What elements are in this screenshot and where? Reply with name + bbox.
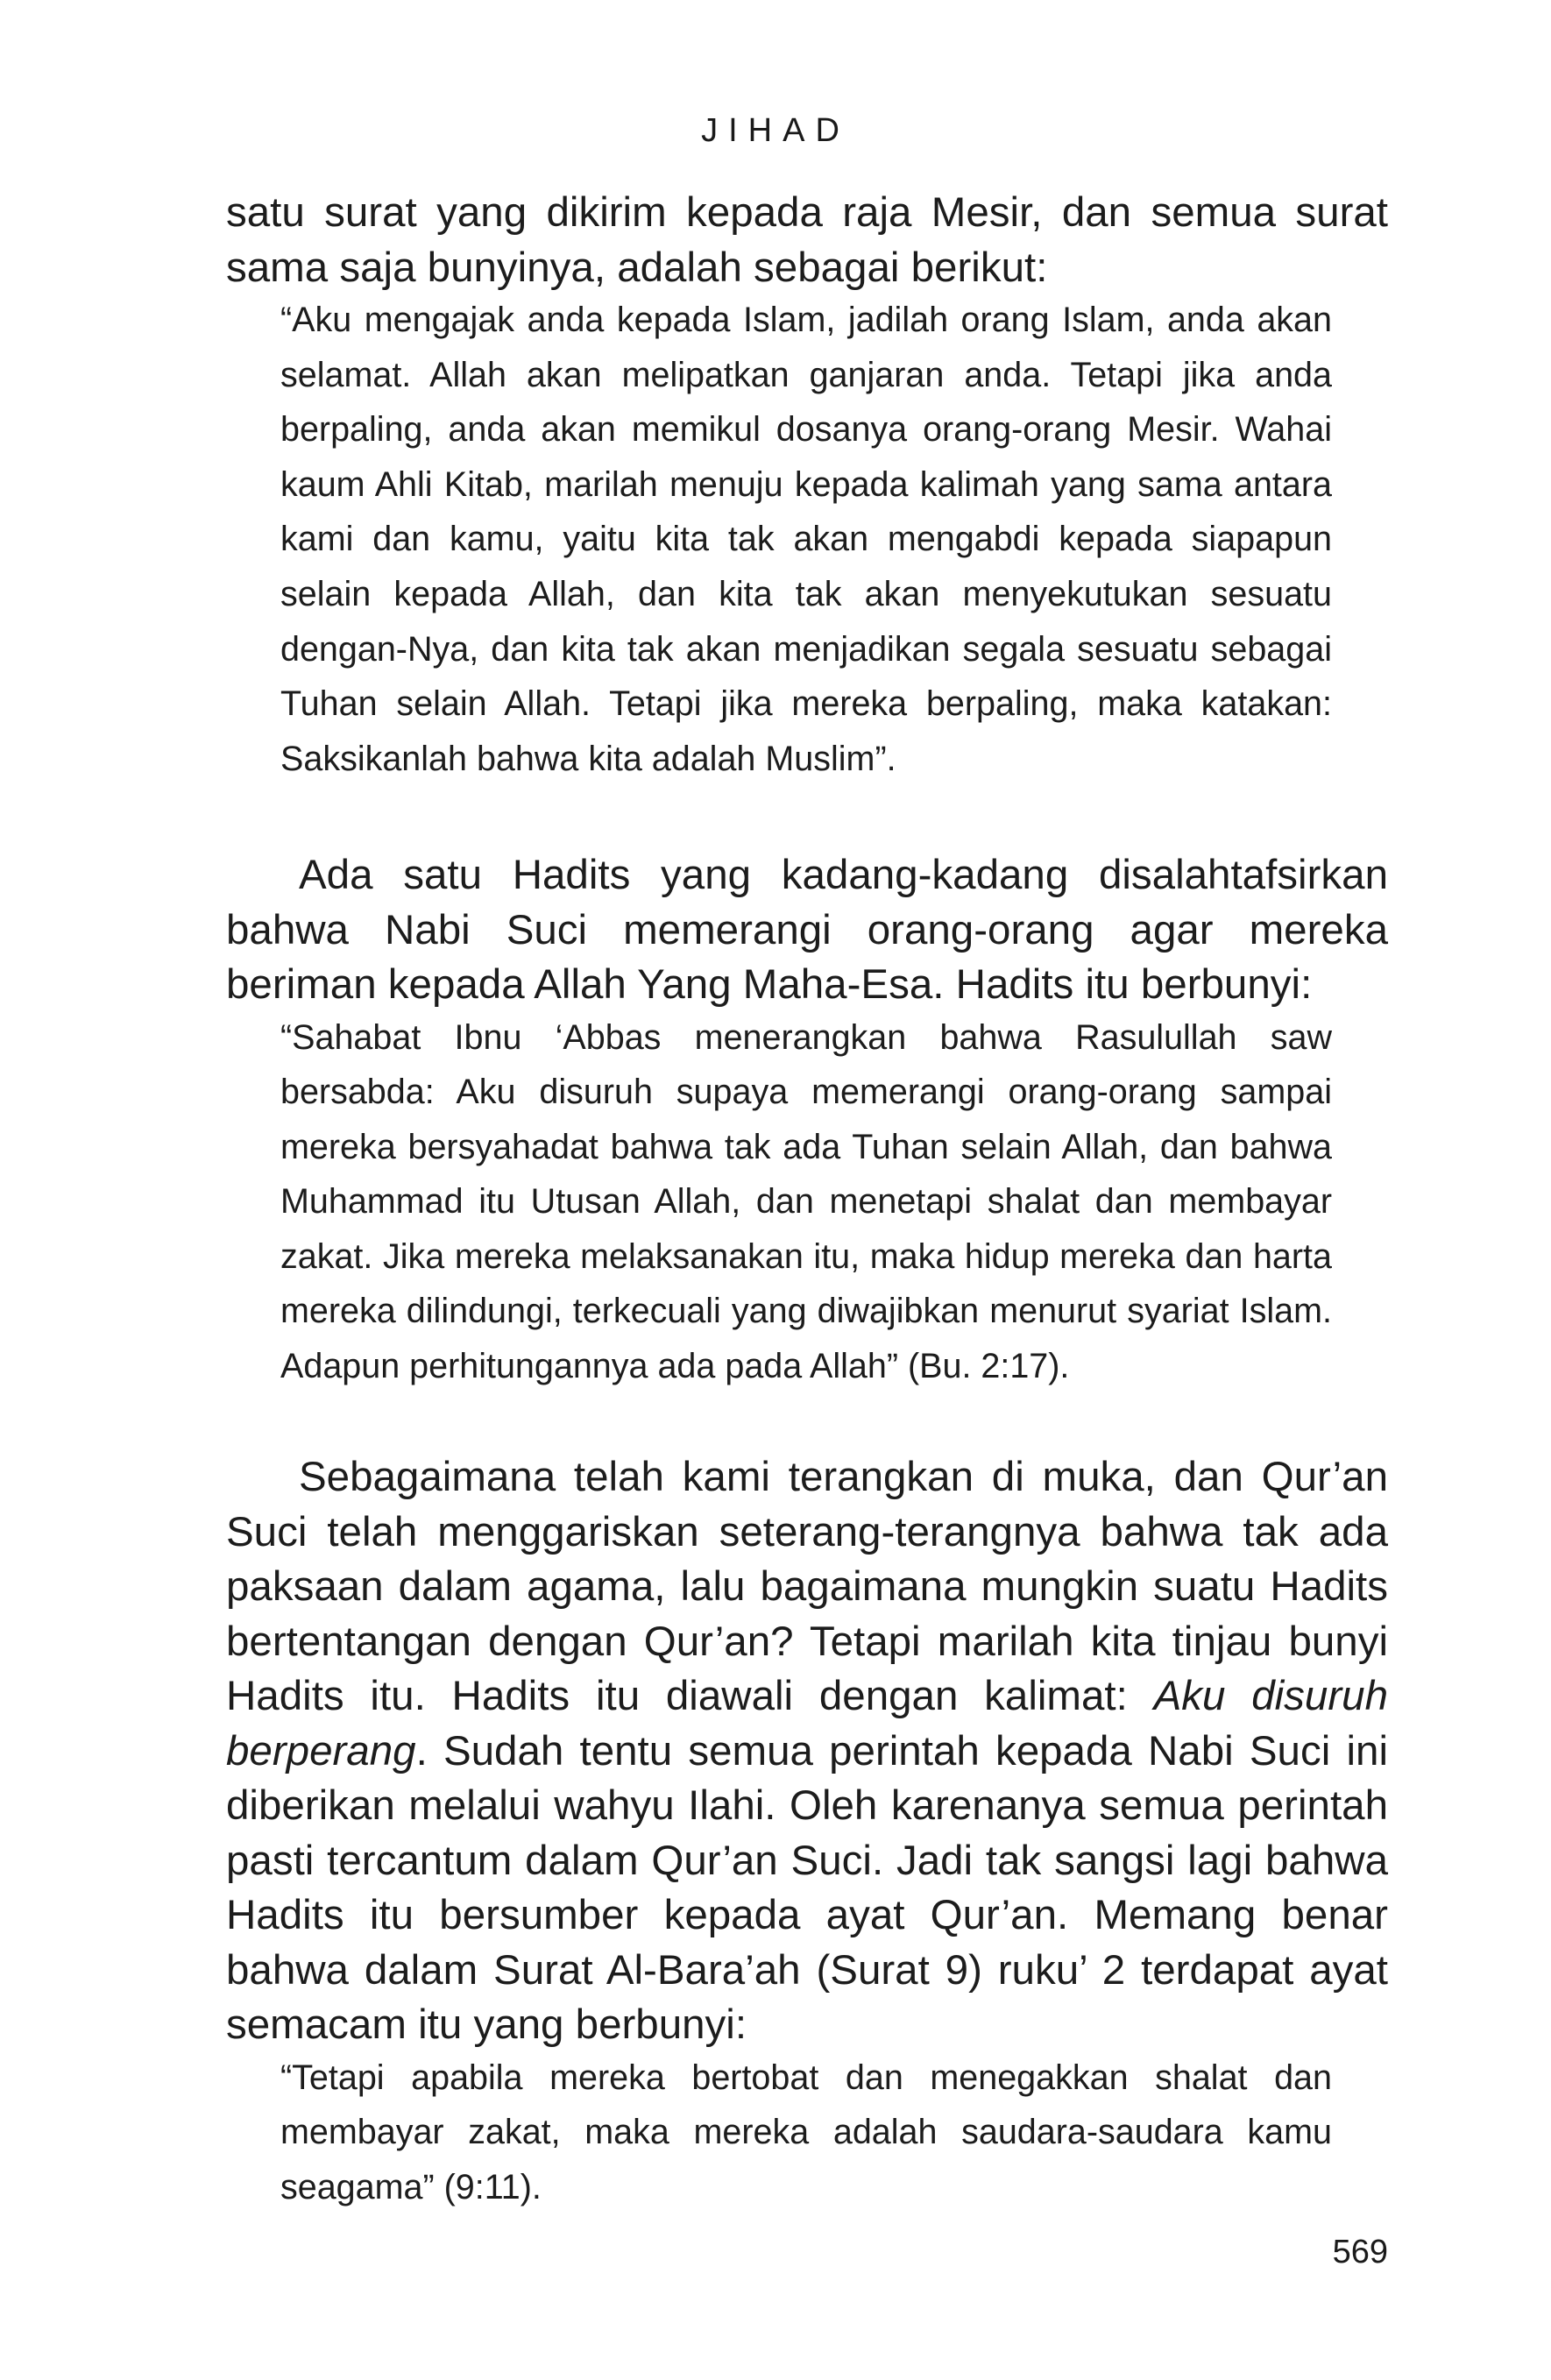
block-quote-1: “Aku mengajak anda kepada Islam, jadilah orang Islam, anda akan selamat. Allah akan melipatkan ganjaran anda. Tetapi jika anda berpaling, anda akan memikul dosanya orang-orang Mesir. Wahai kaum Ahli Kitab, marilah menuju kepada kalimah yang sama antara kami dan kamu, yaitu kita tak akan mengabdi kepada siapapun selain kepada Allah, dan kita tak akan menyekutukan sesuatu dengan-Nya, dan kita tak akan menjadikan segala sesuatu sebagai Tuhan selain Allah. Tetapi jika mereka berpaling, maka katakan: Saksikanlah bahwa kita adalah Muslim”.: [280, 301, 1332, 778]
block-quote-3: “Tetapi apabila mereka bertobat dan menegakkan shalat dan membayar zakat, maka mereka adalah saudara-saudara kamu seagama” (9:11).: [280, 2058, 1332, 2206]
running-head: JIHAD: [701, 112, 850, 149]
paragraph-3-italic: Aku disuruh berperang: [226, 1673, 1388, 1774]
body-paragraph-1: satu surat yang dikirim kepada raja Mesir, dan semua surat sama saja bunyinya, adalah sebagai berikut:: [226, 189, 1388, 291]
page-number: 569: [1332, 2234, 1388, 2270]
body-paragraph-3: [226, 1450, 1388, 2053]
text-block-3: [226, 1450, 1388, 2214]
text-block-2: [226, 848, 1388, 1394]
paragraph-3-text-a: Sebagaimana telah kami terangkan di muka, dan Qur’an Suci telah menggariskan seterang-terangnya bahwa tak ada paksaan dalam agama, lalu bagaimana mungkin suatu Hadits bertentangan dengan Qur’an? Tetapi marilah kita tinjau bunyi Hadits itu. Hadits itu diawali dengan kalimat:: [226, 1454, 1388, 1719]
block-quote-2: “Sahabat Ibnu ‘Abbas menerangkan bahwa Rasulullah saw bersabda: Aku disuruh supaya memerangi orang-orang sampai mereka bersyahadat bahwa tak ada Tuhan selain Allah, dan bahwa Muhammad itu Utusan Allah, dan menetapi shalat dan membayar zakat. Jika mereka melaksanakan itu, maka hidup mereka dan harta mereka dilindungi, terkecuali yang diwajibkan menurut syariat Islam. Adapun perhitungannya ada pada Allah” (Bu. 2:17).: [280, 1017, 1332, 1386]
body-paragraph-2: Ada satu Hadits yang kadang-kadang disalahtafsirkan bahwa Nabi Suci memerangi orang-orang agar mereka beriman kepada Allah Yang Maha-Esa. Hadits itu berbunyi:: [226, 852, 1388, 1008]
paragraph-3-text-b: . Sudah tentu semua perintah kepada Nabi Suci ini diberikan melalui wahyu Ilahi. Oleh karenanya semua perintah pasti tercantum dalam Qur’an Suci. Jadi tak sangsi lagi bahwa Hadits itu bersumber kepada ayat Qur’an. Memang benar bahwa dalam Surat Al-Bara’ah (Surat 9) ruku’ 2 terdapat ayat semacam itu yang berbunyi:: [226, 1727, 1388, 2048]
text-block-1: [226, 186, 1388, 786]
